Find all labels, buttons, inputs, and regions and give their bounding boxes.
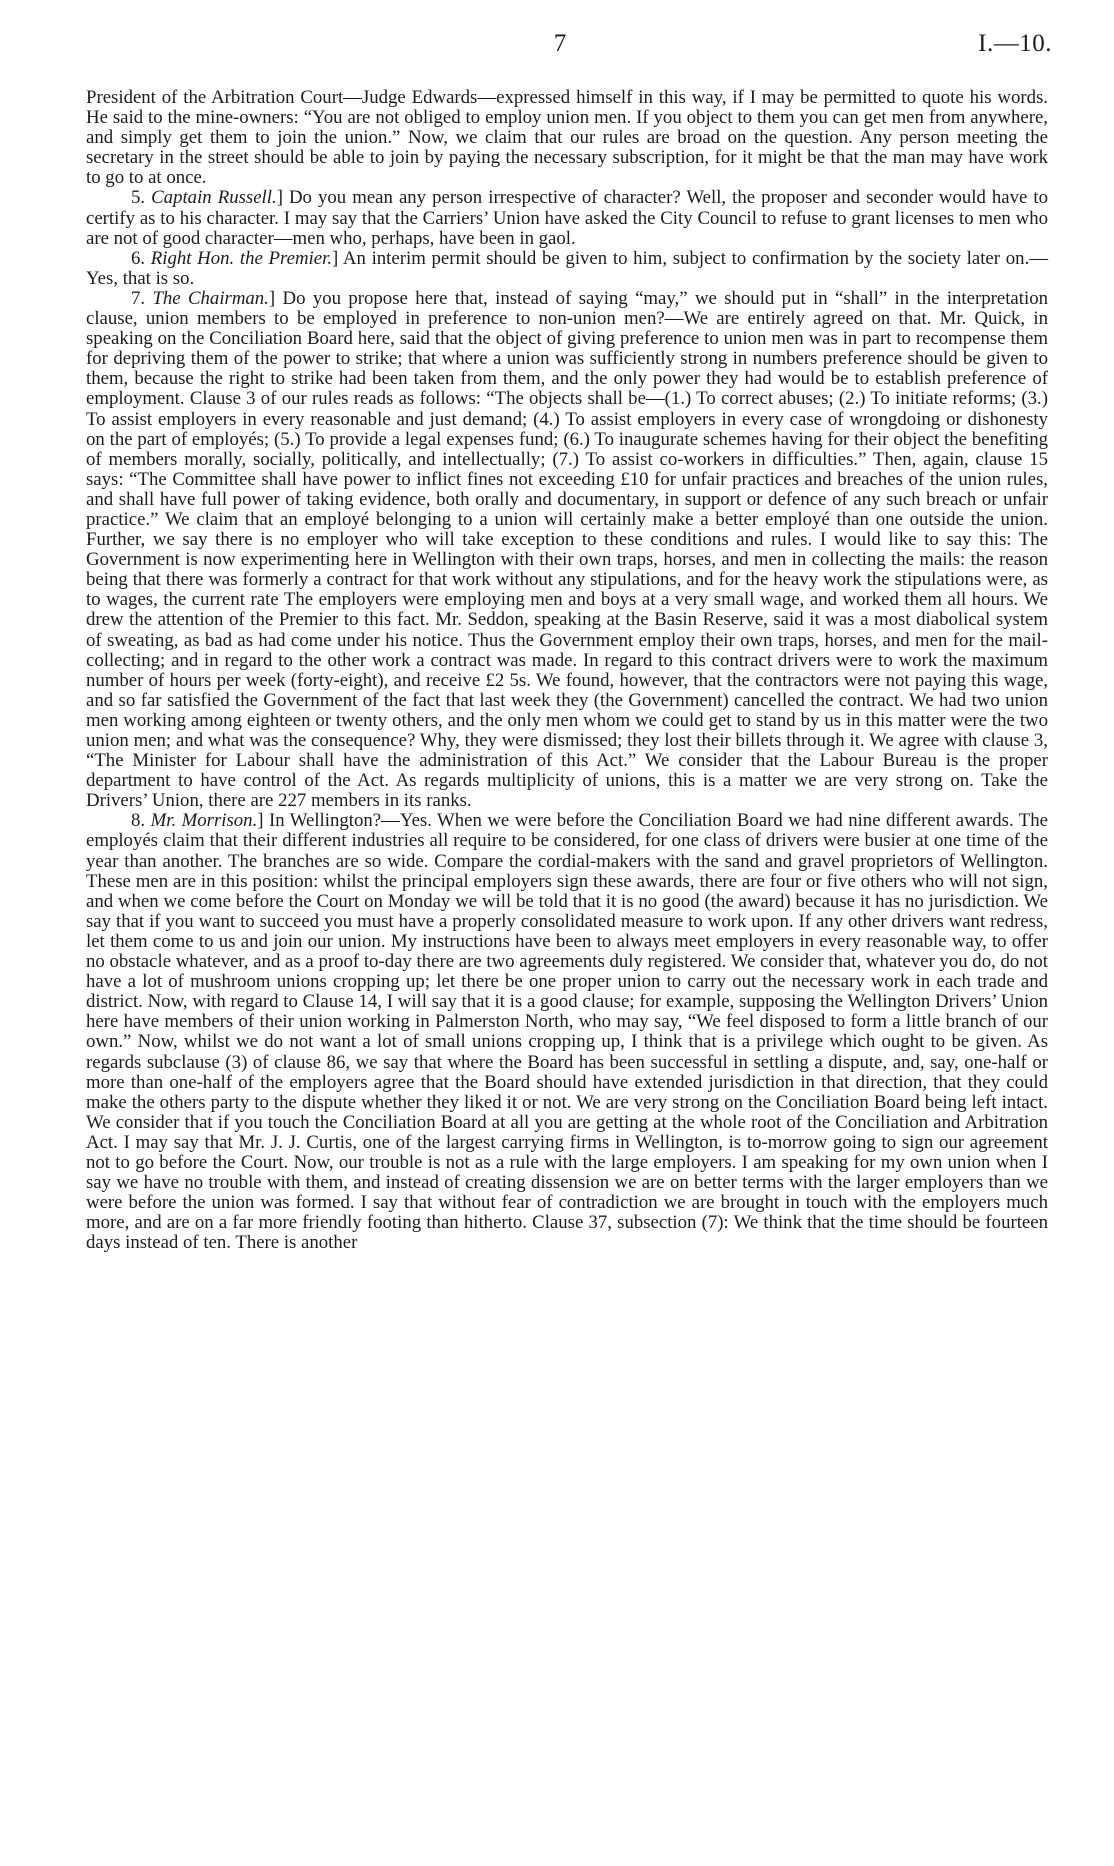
- paragraph-7: [86, 289, 1048, 811]
- page-number: 7: [553, 30, 567, 57]
- speaker-name: Right Hon. the Premier.: [150, 247, 333, 269]
- paragraph-5: [86, 188, 1048, 248]
- paragraph-8: [86, 811, 1048, 1253]
- paragraph-6: [86, 249, 1048, 289]
- paragraph-text: ] Do you mean any person irrespective of character? Well, the proposer and seconder would have to certify as to his character. I may say that the Carriers’ Union have asked the City Council to refuse to grant licenses to men who are not of good character—men who, perhaps, have been in gaol.: [86, 187, 1048, 249]
- paragraph-continued: [86, 88, 1048, 188]
- speaker-name: Captain Russell.: [151, 187, 277, 209]
- question-number: 6.: [131, 247, 146, 269]
- paragraph-text: ] Do you propose here that, instead of saying “may,” we should put in “shall” in the interpretation clause, union members to be employed in preference to non-union men?—We are entirely agreed on that. Mr. Quick, in speaking on the Conciliation Board here, said that the object of giving preference to union men was in part to recompense them for depriving them of the power to strike; that where a union was sufficiently strong in numbers preference should be given to them, because the right to strike had been taken from them, and the only power they had would be to establish preference of employment. Clause 3 of our rules reads as follows: “The objects shall be—(1.) To correct abuses; (2.) To initiate reforms; (3.) To assist employers in every reasonable and just demand; (4.) To assist employers in every case of wrongdoing or dishonesty on the part of employés; (5.) To provide a legal expenses fund; (6.) To inaugurate schemes having for their object the benefiting of members morally, socially, politically, and intellectually; (7.) To assist co-workers in difficulties.” Then, again, clause 15 says: “The Committee shall have power to inflict fines not exceeding £10 for unfair practices and breaches of the union rules, and shall have full power of taking evidence, both orally and documentary, in support or defence of any such breach or unfair practice.” We claim that an employé belonging to a union will certainly make a better employé than one outside the union. Further, we say there is no employer who will take exception to these conditions and rules. I would like to say this: The Government is now experimenting here in Wellington with their own traps, horses, and men in collecting the mails: the reason being that there was formerly a contract for that work without any stipulations, and for the heavy work the stipulations were, as to wages, the current rate The employers were employing men and boys at a very small wage, and worked them all hours. We drew the attention of the Premier to this fact. Mr. Seddon, speaking at the Basin Reserve, said it was a most diabolical system of sweating, as bad as had come under his notice. Thus the Government employ their own traps, horses, and men for the mail-collecting; and in regard to the other work a contract was made. In regard to this contract drivers were to work the maximum number of hours per week (forty-eight), and receive £2 5s. We found, however, that the contractors were not paying this wage, and so far satisfied the Government of the fact that last week they (the Government) cancelled the contract. We had two union men working among eighteen or twenty others, and the only men whom we could get to stand by us in this matter were the two union men; and what was the consequence? Why, they were dismissed; they lost their billets through it. We agree with clause 3, “The Minister for Labour shall have the administration of this Act.” We consider that the Labour Bureau is the proper department to have control of the Act. As regards multiplicity of unions, this is a matter we are very strong on. Take the Drivers’ Union, there are 227 members in its ranks.: [86, 287, 1048, 812]
- question-number: 7.: [131, 287, 146, 309]
- paragraph-text: President of the Arbitration Court—Judge Edwards—expressed himself in this way, if I may be permitted to quote his words. He said to the mine-owners: “You are not obliged to employ union men. If you object to them you can get men from anywhere, and simply get them to join the union.” Now, we claim that our rules are broad on the question. Any person meeting the secretary in the street should be able to join by paying the necessary subscription, for it might be that the man may have work to go to at once.: [86, 87, 1048, 189]
- question-number: 8.: [131, 810, 146, 832]
- speaker-name: Mr. Morrison.: [150, 810, 258, 832]
- question-number: 5.: [131, 187, 146, 209]
- paragraph-text: ] In Wellington?—Yes. When we were before the Conciliation Board we had nine different awards. The employés claim that their different industries all require to be considered, for one class of drivers were busier at one time of the year than another. The branches are so wide. Compare the cordial-makers with the sand and gravel proprietors of Wellington. These men are in this position: whilst the principal employers sign these awards, there are four or five others who will not sign, and when we come before the Court on Monday we will be told that it is no good (the award) because it has no jurisdiction. We say that if you want to succeed you must have a properly consolidated measure to work upon. If any other drivers want redress, let them come to us and join our union. My instructions have been to always meet employers in every reasonable way, to offer no obstacle whatever, and as a proof to-day there are two agreements duly registered. We consider that, whatever you do, do not have a lot of mushroom unions cropping up; let there be one proper union to carry out the necessary work in each trade and district. Now, with regard to Clause 14, I will say that it is a good clause; for example, supposing the Wellington Drivers’ Union here have members of their union working in Palmerston North, who may say, “We feel disposed to form a little branch of our own.” Now, whilst we do not want a lot of small unions cropping up, I think that is a privilege which ought to be given. As regards subclause (3) of clause 86, we say that where the Board has been successful in settling a dispute, and, say, one-half or more than one-half of the employers agree that the Board should have extended jurisdiction in that direction, that they could make the others party to the dispute whether they liked it or not. We are very strong on the Conciliation Board being left intact. We consider that if you touch the Conciliation Board at all you are getting at the whole root of the Conciliation and Arbitration Act. I may say that Mr. J. J. Curtis, one of the largest carrying firms in Wellington, is to-morrow going to sign our agreement not to go before the Court. Now, our trouble is not as a rule with the large employers. I am speaking for my own union when I say we have no trouble with them, and instead of creating dissension we are on better terms with the larger employers than we were before the union was formed. I say that without fear of contradiction we are brought in touch with the employers much more, and are on a far more friendly footing than hitherto. Clause 37, subsection (7): We think that the time should be fourteen days instead of ten. There is another: [86, 810, 1048, 1254]
- body-text: [86, 88, 1048, 1253]
- speaker-name: The Chairman.: [152, 287, 269, 309]
- document-reference: I.—10.: [978, 30, 1052, 57]
- paragraph-text: ] An interim permit should be given to him, subject to confirmation by the society later on.—Yes, that is so.: [86, 247, 1048, 289]
